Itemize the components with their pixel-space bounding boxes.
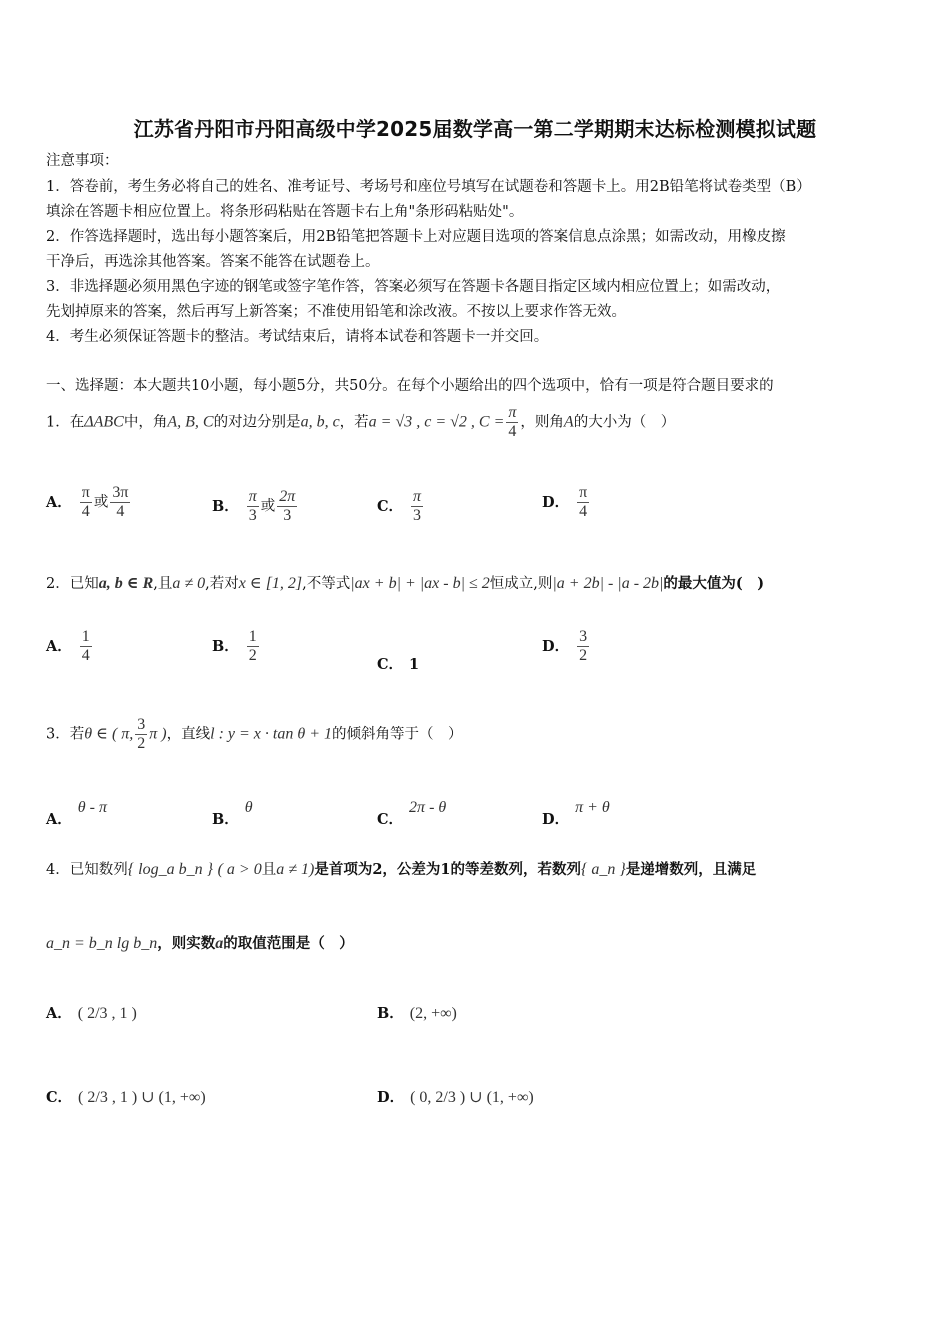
option-value: 2π - θ bbox=[409, 799, 447, 816]
option-value: ( 2/3 , 1 ) bbox=[77, 1005, 137, 1022]
q3-line: l : y = x · tan θ + 1 bbox=[210, 725, 332, 743]
frac-num: π bbox=[81, 484, 90, 501]
q4-condition: ( a > 0 bbox=[217, 861, 262, 878]
q2-ab: a, b ∈ R bbox=[98, 575, 154, 592]
q1-condition: a = √3 , c = √2 , C = bbox=[368, 413, 505, 431]
option-value: ( 0, 2/3 ) ∪ (1, +∞) bbox=[410, 1089, 534, 1106]
frac-num: π bbox=[508, 404, 517, 421]
option-label: C． bbox=[377, 497, 404, 515]
option-label: C． bbox=[377, 811, 404, 828]
option-label: B． bbox=[212, 497, 239, 515]
q2-option-d[interactable] bbox=[542, 628, 591, 665]
option-value: 1 bbox=[409, 656, 420, 673]
q2-number: 2．已知 bbox=[46, 576, 99, 592]
frac-num: π bbox=[248, 488, 257, 505]
q3-number: 3．若 bbox=[46, 726, 85, 743]
q4-text: 的取值范围是（ ） bbox=[223, 935, 354, 952]
option-value: θ bbox=[244, 799, 253, 816]
q2-inequality: |ax + b| + |ax - b| ≤ 2 bbox=[350, 575, 490, 592]
question-2 bbox=[46, 572, 764, 593]
q1-sides: a, b, c bbox=[300, 413, 340, 431]
q1-text: 的大小为（ ） bbox=[573, 414, 676, 431]
note-line: 2．作答选择题时，选出每小题答案后，用2B铅笔把答题卡上对应题目选项的答案信息点涂黑；如需改动，用橡皮擦 bbox=[46, 229, 786, 245]
q4-text: ，则实数 bbox=[157, 935, 216, 952]
frac-den: 2 bbox=[248, 647, 257, 664]
option-label: A． bbox=[46, 1005, 72, 1022]
question-1 bbox=[46, 404, 675, 441]
note-line: 4．考生必须保证答题卡的整洁。考试结束后，请将本试卷和答题卡一并交回。 bbox=[46, 329, 549, 345]
option-value: π + θ bbox=[575, 799, 610, 816]
question-4 bbox=[46, 858, 756, 879]
note-line: 填涂在答题卡相应位置上。将条形码粘贴在答题卡右上角"条形码粘贴处"。 bbox=[46, 204, 524, 220]
q3-condition: θ ∈ ( π, bbox=[84, 725, 134, 743]
q3-condition: π ) bbox=[149, 725, 167, 743]
q2-option-b[interactable] bbox=[212, 628, 261, 665]
q3-option-d[interactable] bbox=[542, 796, 610, 828]
frac-den: 2 bbox=[137, 735, 146, 752]
q1-triangle: ΔABC bbox=[84, 413, 124, 431]
frac-num: 3 bbox=[579, 628, 588, 645]
q4-relation: a_n = b_n lg b_n bbox=[46, 935, 158, 952]
option-label: B． bbox=[377, 1005, 404, 1022]
option-label: C． bbox=[377, 656, 404, 673]
q3-text: 的倾斜角等于（ ） bbox=[332, 726, 463, 743]
q1-fraction bbox=[506, 404, 518, 441]
frac-num: π bbox=[413, 488, 422, 505]
option-or: 或 bbox=[260, 498, 276, 515]
option-label: D． bbox=[377, 1089, 405, 1106]
option-label: A． bbox=[46, 493, 72, 511]
notes-heading: 注意事项： bbox=[46, 153, 119, 169]
frac-den: 3 bbox=[283, 507, 292, 524]
q1-text: ，若 bbox=[339, 414, 369, 431]
frac-den: 4 bbox=[81, 503, 90, 520]
q2-cond1: a ≠ 0 bbox=[172, 575, 206, 592]
frac-num: 2π bbox=[279, 488, 296, 505]
frac-num: 1 bbox=[248, 628, 257, 645]
note-line: 先划掉原来的答案，然后再写上新答案；不准使用铅笔和涂改液。不按以上要求作答无效。 bbox=[46, 304, 626, 320]
frac-num: π bbox=[579, 484, 588, 501]
q2-text: 恒成立,则 bbox=[489, 576, 553, 592]
option-label: B． bbox=[212, 811, 239, 828]
note-line: 1．答卷前，考生务必将自己的姓名、准考证号、考场号和座位号填写在试题卷和答题卡上。用2B铅笔将试卷类型（B） bbox=[46, 179, 811, 195]
q4-var: a bbox=[215, 935, 224, 952]
option-label: D． bbox=[542, 637, 570, 655]
note-line: 干净后，再选涂其他答案。答案不能答在试题卷上。 bbox=[46, 254, 380, 270]
q2-text: ,不等式 bbox=[302, 576, 351, 592]
frac-num: 3 bbox=[137, 716, 146, 733]
q2-option-c[interactable] bbox=[377, 653, 419, 674]
q1-option-b[interactable] bbox=[212, 488, 299, 525]
q4-text: 且 bbox=[261, 862, 277, 878]
q2-option-a[interactable] bbox=[46, 628, 94, 665]
option-label: C． bbox=[46, 1089, 73, 1106]
q1-text: 中，角 bbox=[123, 414, 168, 431]
question-4-cont bbox=[46, 932, 354, 953]
q3-option-b[interactable] bbox=[212, 796, 253, 828]
frac-num: 1 bbox=[81, 628, 90, 645]
question-3 bbox=[46, 716, 463, 753]
q1-number: 1．在 bbox=[46, 414, 85, 431]
q2-expression: |a + 2b| - |a - 2b| bbox=[552, 575, 664, 592]
option-label: B． bbox=[212, 637, 239, 655]
option-label: D． bbox=[542, 493, 570, 511]
q4-option-d[interactable] bbox=[377, 1086, 534, 1107]
q3-option-c[interactable] bbox=[377, 796, 447, 828]
q4-text: 是首项为2，公差为1的等差数列，若数列 bbox=[314, 861, 582, 878]
option-or: 或 bbox=[93, 494, 109, 511]
q1-text: ，则角 bbox=[520, 414, 564, 431]
q4-option-c[interactable] bbox=[46, 1086, 206, 1107]
q1-option-c[interactable] bbox=[377, 488, 425, 525]
q4-number: 4．已知数列 bbox=[46, 862, 128, 878]
q3-text: ，直线 bbox=[166, 726, 211, 743]
option-value: θ - π bbox=[77, 799, 107, 816]
frac-den: 4 bbox=[116, 503, 125, 520]
option-label: D． bbox=[542, 811, 570, 828]
q4-option-a[interactable] bbox=[46, 1002, 137, 1023]
q4-text: 是递增数列，且满足 bbox=[625, 861, 757, 878]
q1-text: 的对边分别是 bbox=[213, 414, 301, 431]
frac-den: 4 bbox=[579, 503, 588, 520]
section-heading: 一、选择题：本大题共10小题，每小题5分，共50分。在每个小题给出的四个选项中，恰有一项是符合题目要求的 bbox=[46, 378, 774, 394]
page-title: 江苏省丹阳市丹阳高级中学2025届数学高一第二学期期末达标检测模拟试题 bbox=[133, 117, 817, 141]
frac-den: 4 bbox=[508, 423, 517, 440]
q4-option-b[interactable] bbox=[377, 1002, 457, 1023]
q2-cond2: x ∈ [1, 2] bbox=[238, 575, 303, 592]
q2-text: ,若对 bbox=[205, 576, 239, 592]
q1-option-a[interactable] bbox=[46, 484, 132, 521]
option-label: A． bbox=[46, 637, 72, 655]
frac-num: 3π bbox=[112, 484, 129, 501]
frac-den: 3 bbox=[248, 507, 257, 524]
frac-den: 3 bbox=[413, 507, 422, 524]
q4-condition: a ≠ 1) bbox=[276, 861, 315, 878]
q4-sequence: { a_n } bbox=[581, 861, 626, 878]
option-label: A． bbox=[46, 811, 72, 828]
q1-var: A bbox=[563, 413, 574, 431]
q4-sequence: { log_a b_n } bbox=[127, 861, 213, 878]
q2-text: 的最大值为( ) bbox=[663, 575, 765, 592]
q1-angles: A, B, C bbox=[167, 413, 214, 431]
frac-den: 2 bbox=[579, 647, 588, 664]
option-value: ( 2/3 , 1 ) ∪ (1, +∞) bbox=[78, 1089, 206, 1106]
q3-option-a[interactable] bbox=[46, 796, 107, 828]
q1-option-d[interactable] bbox=[542, 484, 591, 521]
q2-text: ,且 bbox=[153, 576, 173, 592]
option-value: (2, +∞) bbox=[409, 1005, 457, 1022]
frac-den: 4 bbox=[81, 647, 90, 664]
note-line: 3．非选择题必须用黑色字迹的钢笔或签字笔作答，答案必须写在答题卡各题目指定区域内相应位置上；如需改动， bbox=[46, 279, 781, 295]
